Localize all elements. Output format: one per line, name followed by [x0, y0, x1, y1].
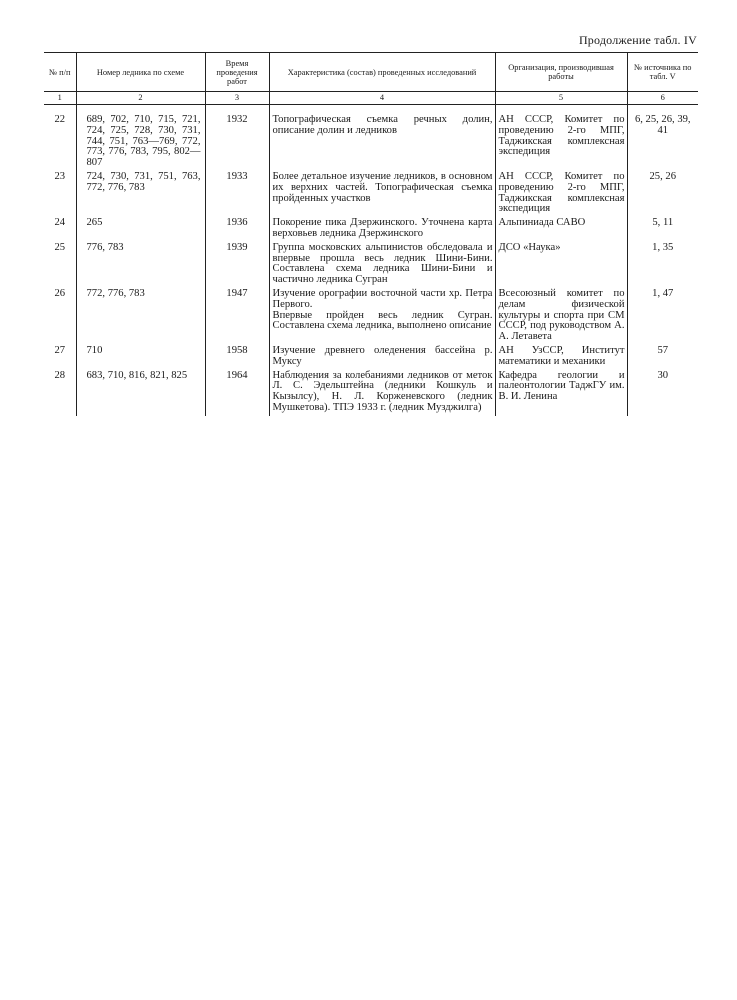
work-year: 1947 [205, 288, 269, 345]
research-characteristic: Группа московских альпинистов обследовала и впервые прошла весь ледник Шини-Бини. Составлена схема ледника Шини-Бини и частично ледника Сугран [269, 242, 495, 288]
research-characteristic: Изучение древнего оледенения бассейна р. Муксу [269, 345, 495, 370]
continuation-label: Продолжение табл. IV [578, 33, 697, 47]
source-numbers: 30 [627, 370, 698, 416]
organization: Кафедра геологии и палеонтологии ТаджГУ им. В. И. Ленина [495, 370, 627, 416]
organization: АН УзССР, Институт математики и механики [495, 345, 627, 370]
table-row [44, 217, 698, 242]
source-numbers: 1, 35 [627, 242, 698, 288]
row-number: 26 [54, 287, 66, 299]
work-year: 1933 [205, 171, 269, 217]
glacier-numbers: 710 [76, 345, 205, 370]
source-numbers: 25, 26 [627, 171, 698, 217]
table-row [44, 171, 698, 217]
source-numbers: 6, 25, 26, 39, 41 [627, 105, 698, 171]
column-number: 2 [76, 92, 205, 105]
work-year: 1939 [205, 242, 269, 288]
work-year: 1964 [205, 370, 269, 416]
column-number: 3 [205, 92, 269, 105]
table-row [44, 370, 698, 416]
organization: Всесоюзный комитет по делам физической культуры и спорта при СМ СССР, под руководством А. А. Летавета [495, 288, 627, 345]
research-characteristic [269, 288, 495, 345]
glacier-numbers: 724, 730, 731, 751, 763, 772, 776, 783 [76, 171, 205, 217]
glacier-numbers: 265 [76, 217, 205, 242]
header-organization: Организация, производившая работы [495, 53, 627, 92]
row-number: 22 [54, 114, 66, 125]
header-number: № п/п [44, 53, 76, 92]
header-characteristic: Характеристика (состав) проведенных исследований [269, 53, 495, 92]
work-year: 1932 [205, 105, 269, 171]
table-header-row [44, 53, 698, 92]
research-characteristic: Топографическая съемка речных долин, описание долин и ледников [269, 105, 495, 171]
column-number-row [44, 92, 698, 105]
glacier-numbers: 689, 702, 710, 715, 721, 724, 725, 728, 730, 731, 744, 751, 763—769, 772, 773, 776, 783, 795, 802—807 [76, 105, 205, 171]
row-number: 27 [54, 344, 66, 356]
expedition-table [44, 52, 698, 416]
source-numbers: 57 [627, 345, 698, 370]
glacier-numbers: 776, 783 [76, 242, 205, 288]
work-year: 1936 [205, 217, 269, 242]
table-row [44, 105, 698, 171]
source-numbers: 5, 11 [627, 217, 698, 242]
research-characteristic: Наблюдения за колебаниями ледников от меток Л. С. Эдельштейна (ледники Кошкуль и Кызылсу), Н. Л. Корженевского (ледник Мушкетова). ТПЭ 1933 г. (ледник Музджилга) [269, 370, 495, 416]
research-characteristic: Покорение пика Дзержинского. Уточнена карта верховьев ледника Дзержинского [269, 217, 495, 242]
table-row [44, 242, 698, 288]
column-number: 1 [44, 92, 76, 105]
header-source-number: № источника по табл. V [627, 53, 698, 92]
characteristic-line: Впервые пройден весь ледник Сугран. Составлена схема ледника, выполнено описание [272, 309, 493, 332]
table-row [44, 288, 698, 345]
row-number: 28 [54, 369, 66, 381]
research-characteristic: Более детальное изучение ледников, в основном их верхних частей. Топографическая съемка пройденных участков [269, 171, 495, 217]
column-number: 5 [495, 92, 627, 105]
header-work-time: Время проведения работ [205, 53, 269, 92]
characteristic-line: Изучение орографии восточной части хр. Петра Первого. [272, 287, 493, 310]
glacier-numbers: 683, 710, 816, 821, 825 [76, 370, 205, 416]
row-number: 24 [54, 217, 66, 229]
organization: ДСО «Наука» [495, 242, 627, 288]
row-number: 23 [54, 170, 66, 182]
header-glacier-numbers: Номер ледника по схеме [76, 53, 205, 92]
row-number: 25 [54, 241, 66, 253]
organization: Альпиниада САВО [495, 217, 627, 242]
glacier-numbers: 772, 776, 783 [76, 288, 205, 345]
work-year: 1958 [205, 345, 269, 370]
column-number: 6 [627, 92, 698, 105]
table-row [44, 345, 698, 370]
column-number: 4 [269, 92, 495, 105]
source-numbers: 1, 47 [627, 288, 698, 345]
organization: АН СССР, Комитет по проведению 2-го МПГ, Таджикская комплексная экспедиция [495, 105, 627, 171]
organization: АН СССР, Комитет по проведению 2-го МПГ, Таджикская комплексная экспедиция [495, 171, 627, 217]
